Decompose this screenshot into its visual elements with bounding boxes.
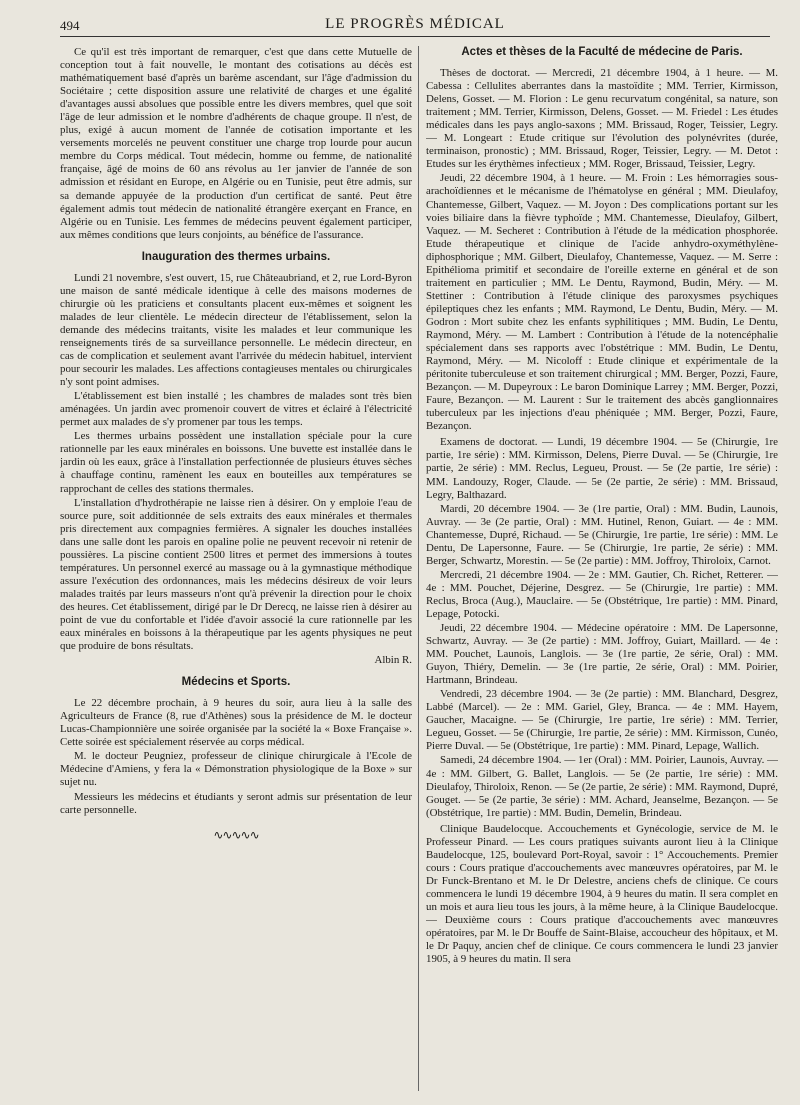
column-divider xyxy=(418,46,419,1091)
examens-paragraph-2: Mardi, 20 décembre 1904. — 3e (1re partie, Oral) : MM. Budin, Launois, Auvray. — 3e (2e partie, Oral) : MM. Hutinel, Renon, Guiart. — 4e : MM. Chantemesse, Dupré, Richaud. — 5e (Chirurgie, 1re partie, 1re série) : MM. Le Dentu, De Lapersonne, Faure. — 5e (Chirurgie, 1re partie, 2e série) : MM. Berger, Schwartz, Morestin. — 5e (2e partie) : MM. Joffroy, Thiroloix, Carnot. xyxy=(426,502,778,567)
thermes-paragraph-4: L'installation d'hydrothérapie ne laisse rien à désirer. On y emploie l'eau de source pure, soit additionnée de sels extraits des eaux minérales et thermales pris directement aux compagnies fermières. A signaler les douches installées dans une salle dont les parois en opaline polie ne peuvent recevoir ni retenir de poussières. La piscine contient 2500 litres et permet des immersions à toutes températures. Un personnel exercé au massage ou à la gymnastique méthodique assure l'exécution des ordonnances, mais les médecins désireux de voir leurs malades traités par leurs masseurs n'ont qu'à prévenir la direction pour le choix des heures. Cet établissement, dirigé par le Dr Derecq, ne laisse rien à désirer au point de vue du confortable et l'idée d'avoir associé la cure rationnelle par les eaux minérales en boissons à la thérapeutique par les agents physiques ne peut que produire de bons résultats. xyxy=(60,496,412,653)
sports-paragraph-2: M. le docteur Peugniez, professeur de clinique chirurgicale à l'Ecole de Médecine d'Amiens, y fera la « Démonstration physiologique de la Boxe » sur sujet nu. xyxy=(60,750,412,789)
thermes-paragraph-3: Les thermes urbains possèdent une installation spéciale pour la cure rationnelle par les eaux minérales en boissons. Une buvette est installée dans le jardin où les eaux, grâce à l'installation perfectionnée de plusieurs étuves sèches à chauffage continu, ramènent les eaux en bouteilles aux températures se rapprochant de celles des stations thermales. xyxy=(60,430,412,495)
examens-paragraph-6: Samedi, 24 décembre 1904. — 1er (Oral) : MM. Poirier, Launois, Auvray. — 4e : MM. Gilbert, G. Ballet, Langlois. — 5e (2e partie, 1re série) : MM. Dieulafoy, Thiroloix, Renon. — 5e (2e partie, 2e série) : MM. Raymond, Dupré, Gouget. — 5e (2e partie, 3e série) : MM. Achard, Jeanselme, Bezançon. — 5e (Obstétrique, 1re partie) : MM. Budin, Demelin, Brindeau. xyxy=(426,754,778,819)
sports-paragraph-1: Le 22 décembre prochain, à 9 heures du soir, aura lieu à la salle des Agriculteurs de France (8, rue d'Athènes) sous la présidence de M. le docteur Lucas-Championnière une soirée organisée par la société la « Boxe Française ». Cette soirée est spécialement réservée au corps médical. xyxy=(60,697,412,749)
article-signature: Albin R. xyxy=(374,654,412,667)
section-heading-actes: Actes et thèses de la Faculté de médecine de Paris. xyxy=(461,46,743,58)
section-heading-sports: Médecins et Sports. xyxy=(181,676,291,689)
journal-title: LE PROGRÈS MÉDICAL xyxy=(325,16,505,32)
examens-paragraph-3: Mercredi, 21 décembre 1904. — 2e : MM. Gautier, Ch. Richet, Retterer. — 4e : MM. Pouchet, Déjerine, Desgrez. — 5e (Chirurgie, 1re partie) : MM. Reclus, Broca (Aug.), Mauclaire. — 5e (Obstétrique, 1re partie) : MM. Pinard, Lepage, Potocki. xyxy=(426,568,778,620)
clinique-paragraph: Clinique Baudelocque. Accouchements et Gynécologie, service de M. le Professeur Pinard. — Les cours pratiques suivants auront lieu à la Clinique Baudelocque, 125, boulevard Port-Royal, savoir : 1° Accouchements. Premier cours : Cours pratique d'accouchements avec manœuvres opératoires, par M. le Dr Funck-Brentano et M. le Dr Delestre, anciens chefs de clinique. Ce cours commencera le lundi 19 décembre 1904, à 9 heures du matin. Il sera complet en un mois et aura lieu tous les jours, à la même heure, à la Clinique Baudelocque. — Deuxième cours : Cours pratique d'accouchements avec manœuvres opératoires, par M. le Dr Bouffe de Saint-Blaise, accoucheur des hôpitaux, et M. le Dr Paquy, ancien chef de clinique. Ce cours commencera le lundi 23 janvier 1905, à 9 heures du matin. Il sera xyxy=(426,822,778,966)
examens-paragraph-1: Examens de doctorat. — Lundi, 19 décembre 1904. — 5e (Chirurgie, 1re partie, 1re série) : MM. Kirmisson, Delens, Pierre Duval. — 5e (Chirurgie, 1re partie, 2e série) : MM. Reclus, Legueu, Proust. — 5e (2e partie, 1re série) : MM. Landouzy, Roger, Claude. — 5e (2e partie, 2e série) : MM. Brissaud, Legry, Balthazard. xyxy=(426,436,778,501)
mutuelle-paragraph: Ce qu'il est très important de remarquer, c'est que dans cette Mutuelle de conception tout à fait nouvelle, le montant des cotisations au décès est mathématiquement basé d'après un barème ascendant, sur l'âge d'admission du Sociétaire ; cette disposition assure une relativité de charges et une égalité d'avantages aussi absolues que possible entre les divers membres, quel que soit l'âge de leur admission et le nombre d'adhérents de chaque groupe. Il n'est, de plus, exigé à aucun moment de l'année de cotisation importante et les versements morcelés ne peuvent constituer une charge trop lourde pour aucun membre du Corps médical. Tout médecin, homme ou femme, de nationalité française, âgé de moins de 60 ans révolus au 1er janvier de l'année de son admission et résidant en Europe, en Algérie ou en Tunisie, peut être admis, sur sa demande appuyée de la production d'un certificat de santé. Peut être également admis tout médecin de nationalité étrangère exerçant en France, en Algérie ou en Tunisie. Les femmes de médecins peuvent également participer, aux mêmes conditions que leurs conjoints, au bénéfice de l'assurance. xyxy=(60,46,412,241)
page-number: 494 xyxy=(60,18,80,33)
sports-paragraph-3: Messieurs les médecins et étudiants y seront admis sur présentation de leur carte personnelle. xyxy=(60,790,412,816)
thermes-paragraph-2: L'établissement est bien installé ; les chambres de malades sont très bien aménagées. Un jardin avec promenoir couvert de vitres et éclairé à l'électricité permet aux malades de s'y promener par tous les temps. xyxy=(60,390,412,429)
ornament-divider: ∿∿∿∿∿ xyxy=(213,827,259,842)
right-column xyxy=(426,46,778,1096)
thermes-paragraph-1: Lundi 21 novembre, s'est ouvert, 15, rue Châteaubriand, et 2, rue Lord-Byron une maison de santé médicale identique à celle des maisons modernes de chirurgie où les praticiens et consultants placent eux-mêmes et soignent les malades de leur clientèle. Le médecin directeur de l'établissement, selon la demande des médecins traitants, visite les malades et leur communique les renseignements tirés de sa surveillance personnelle. Le médecin directeur, en cas de complication et seulement avant l'arrivée du médecin habituel, intervient pour secourir les malades. Les affections contagieuses mentales ou chirurgicales n'y sont point admises. xyxy=(60,271,412,389)
header-rule xyxy=(60,36,770,37)
theses-paragraph-2: Jeudi, 22 décembre 1904, à 1 heure. — M. Froin : Les hémorragies sous-arachoïdiennes et le mécanisme de l'hématolyse en général ; MM. Dieulafoy, Chantemesse, Gilbert, Vaquez. — M. Joyon : Des complications portant sur les voies biliaire dans la fièvre typhoïde ; MM. Chantemesse, Dieulafoy, Gilbert, Vaquez. — M. Secheret : Contribution à l'étude de la médication phosphorée. Etude thérapeutique et clinique de l'acide anhydro-oxyméthylène-diphosphorique ; MM. Gilbert, Dieulafoy, Chantemesse, Vaquez. — M. Serre : Epithélioma primitif et secondaire de l'oreille externe en général et de son traitement en particulier ; MM. Le Dentu, Raymond, Budin, Méry. — M. Stettiner : Contribution à l'étude clinique des paroxysmes psychiques épileptiques chez les enfants ; MM. Raymond, Le Dentu, Budin, Méry. — M. Godron : Mort subite chez les enfants syphilitiques ; MM. Budin, Le Dentu, Raymond, Méry. — M. Lambert : Contribution à l'étude de la notencéphalie spécialement dans ses rapports avec l'obstétrique : MM. Budin, Le Dentu, Raymond, Méry. — M. Nicoloff : Etude clinique et expérimentale de la péritonite tuberculeuse et son traitement chirurgical ; MM. Berger, Pozzi, Faure, Bezançon. — M. Dupeyroux : Le baron Dominique Larrey ; MM. Berger, Pozzi, Faure, Bezançon. — M. Laurent : Sur le traitement des abcès ganglionnaires tuberculeux par les injections d'eau phéniquée ; MM. Berger, Pozzi, Faure, Bezançon. xyxy=(426,172,778,433)
examens-paragraph-5: Vendredi, 23 décembre 1904. — 3e (2e partie) : MM. Blanchard, Desgrez, Labbé (Marcel). — 2e : MM. Gariel, Gley, Branca. — 4e : MM. Hayem, Gaucher, Macaigne. — 5e (Chirurgie, 1re partie, 1re série) : MM. Terrier, Legueu, Gosset. — 5e (Chirurgie, 1re partie, 2e série) : MM. Kirmisson, Cunéo, Pierre Duval. — 5e (Obstétrique, 1re partie) : MM. Pinard, Lepage, Wallich. xyxy=(426,688,778,753)
examens-paragraph-4: Jeudi, 22 décembre 1904. — Médecine opératoire : MM. De Lapersonne, Schwartz, Auvray. — 3e (2e partie) : MM. Joffroy, Guiart, Maillard. — 4e : MM. Pouchet, Launois, Langlois. — 3e (1re partie, 2e série, Oral) : MM. Guyon, Thiéry, Demelin. — 3e (1re partie, 2e série, Oral) : MM. Poirier, Hartmann, Brindeau. xyxy=(426,622,778,687)
page-header xyxy=(60,12,770,38)
theses-paragraph-1: Thèses de doctorat. — Mercredi, 21 décembre 1904, à 1 heure. — M. Cabessa : Cellulites aberrantes dans la mastoïdite ; MM. Terrier, Kirmisson, Delens, Gosset. — M. Florion : Le genu recurvatum congénital, sa nature, son traitement ; MM. Terrier, Kirmisson, Delens, Gosset. — M. Friedel : Les études médicales dans les pays anglo-saxons ; MM. Brissaud, Roger, Teissier, Legry. — M. Longeart : Etude critique sur l'évolution des polynévrites (durée, terminaison, pronostic) ; MM. Brissaud, Roger, Teissier, Legry. — M. Detot : Etudes sur les érythèmes infectieux ; MM. Roger, Brissaud, Teissier, Legry. xyxy=(426,67,778,171)
section-heading-thermes: Inauguration des thermes urbains. xyxy=(141,250,331,263)
left-column xyxy=(60,46,412,1096)
